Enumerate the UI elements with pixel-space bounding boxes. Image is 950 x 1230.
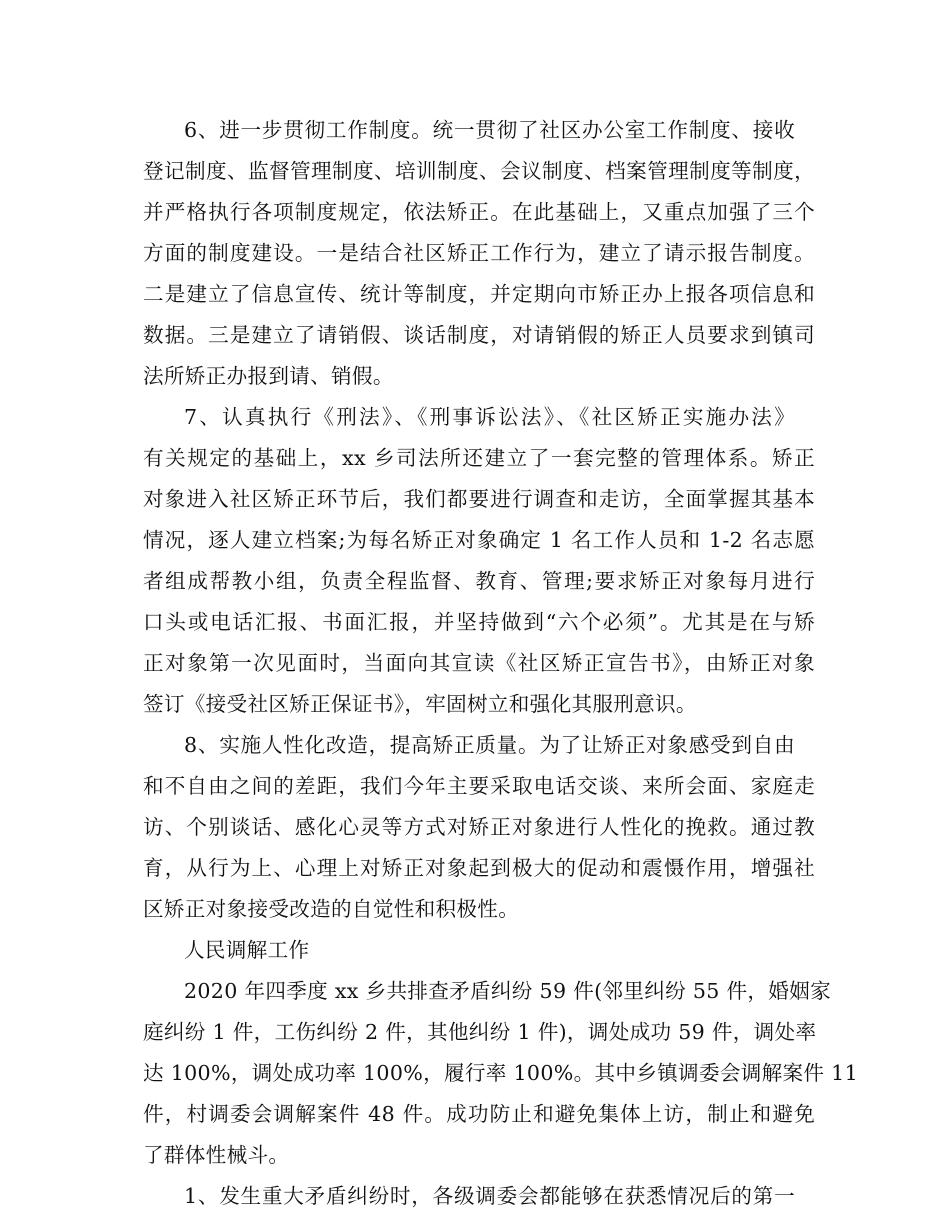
text-line: 育，从行为上、心理上对矫正对象起到极大的促动和震慑作用，增强社: [143, 856, 815, 880]
text-line: 件，村调委会调解案件 48 件。成功防止和避免集体上访，制止和避免: [143, 1102, 815, 1126]
text-line: 口头或电话汇报、书面汇报，并坚持做到“六个必须”。尤其是在与矫: [143, 610, 815, 634]
text-line: 有关规定的基础上，xx 乡司法所还建立了一套完整的管理体系。矫正: [143, 446, 815, 470]
text-line: 7、认真执行《刑法》、《刑事诉讼法》、《社区矫正实施办法》: [184, 405, 795, 429]
text-line: 2020 年四季度 xx 乡共排查矛盾纠纷 59 件(邻里纠纷 55 件，婚姻家: [184, 979, 831, 1003]
text-line: 达 100%，调处成功率 100%，履行率 100%。其中乡镇调委会调解案件 11: [143, 1061, 858, 1085]
text-line: 法所矫正办报到请、销假。: [143, 364, 394, 388]
section-heading: 人民调解工作: [184, 938, 310, 962]
text-line: 正对象第一次见面时，当面向其宣读《社区矫正宣告书》，由矫正对象: [143, 651, 815, 675]
text-line: 并严格执行各项制度规定，依法矫正。在此基础上，又重点加强了三个: [143, 200, 815, 224]
text-line: 6、进一步贯彻工作制度。统一贯彻了社区办公室工作制度、接收: [184, 118, 795, 142]
text-line: 和不自由之间的差距，我们今年主要采取电话交谈、来所会面、家庭走: [143, 774, 815, 798]
text-line: 区矫正对象接受改造的自觉性和积极性。: [143, 897, 520, 921]
text-line: 签订《接受社区矫正保证书》，牢固树立和强化其服刑意识。: [143, 692, 697, 716]
text-line: 1、发生重大矛盾纠纷时，各级调委会都能够在获悉情况后的第一: [184, 1184, 795, 1208]
text-line: 者组成帮教小组，负责全程监督、教育、管理;要求矫正对象每月进行: [143, 569, 815, 593]
text-line: 数据。三是建立了请销假、谈话制度，对请销假的矫正人员要求到镇司: [143, 323, 815, 347]
text-line: 二是建立了信息宣传、统计等制度，并定期向市矫正办上报各项信息和: [143, 282, 815, 306]
text-line: 登记制度、监督管理制度、培训制度、会议制度、档案管理制度等制度，: [143, 159, 815, 183]
text-line: 8、实施人性化改造，提高矫正质量。为了让矫正对象感受到自由: [184, 733, 795, 757]
text-line: 访、个别谈话、感化心灵等方式对矫正对象进行人性化的挽救。通过教: [143, 815, 815, 839]
text-line: 庭纠纷 1 件，工伤纠纷 2 件，其他纠纷 1 件)，调处成功 59 件，调处率: [143, 1020, 817, 1044]
text-line: 情况，逐人建立档案;为每名矫正对象确定 1 名工作人员和 1-2 名志愿: [143, 528, 815, 552]
text-line: 方面的制度建设。一是结合社区矫正工作行为，建立了请示报告制度。: [143, 241, 815, 265]
text-line: 了群体性械斗。: [143, 1143, 290, 1167]
text-line: 对象进入社区矫正环节后，我们都要进行调查和走访，全面掌握其基本: [143, 487, 815, 511]
